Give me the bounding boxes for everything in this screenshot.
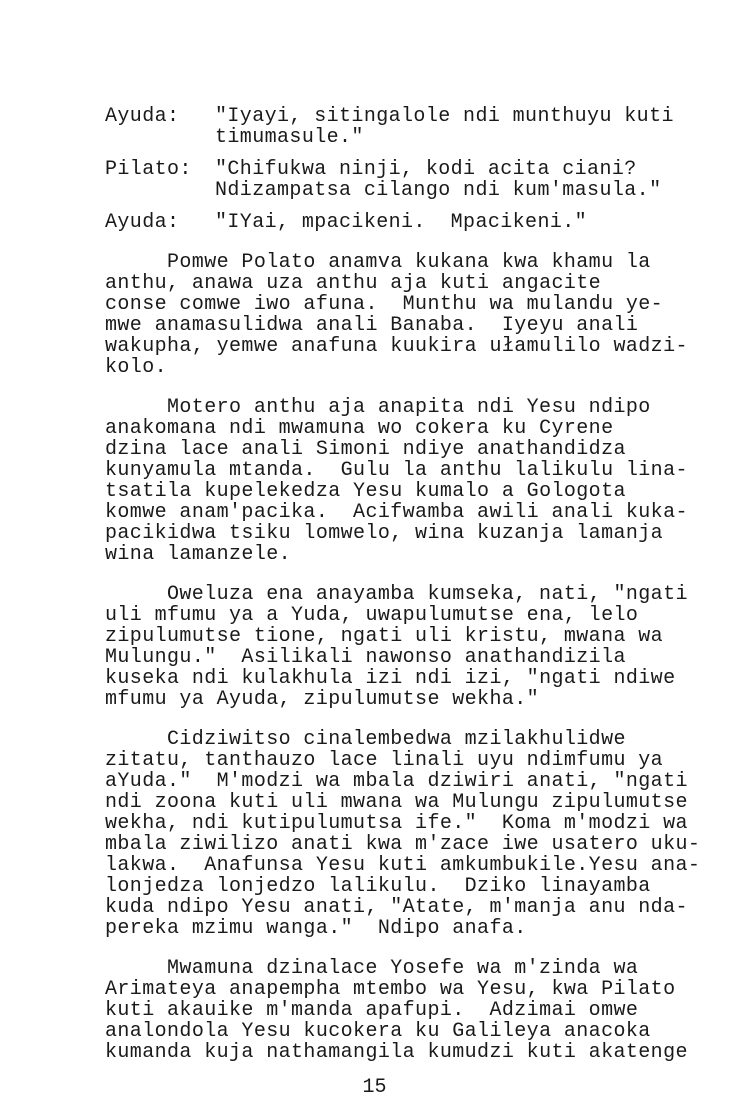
text-line: kuti akauike m'manda apafupi. Adzimai omwe [105, 999, 639, 1022]
paragraph [105, 584, 725, 710]
page-number: 15 [362, 1076, 387, 1099]
text-line: "Chifukwa ninji, kodi acita ciani? [215, 158, 637, 181]
dialogue-line [105, 106, 725, 148]
text-line: wakupha, yemwe anafuna kuukira ułamulilo wadzi- [105, 335, 688, 358]
speaker-label: Ayuda: [105, 211, 180, 234]
text-line: anthu, anawa uza anthu aja kuti angacite [105, 272, 602, 295]
text-line: pacikidwa tsiku lomwelo, wina kuzanja lamanja [105, 522, 664, 545]
text-line: lakwa. Anafunsa Yesu kuti amkumbukile.Yesu ana- [105, 854, 701, 877]
text-line: tsatila kupelekedza Yesu kumalo a Gologota [105, 480, 626, 503]
text-line: Motero anthu aja anapita ndi Yesu ndipo [167, 396, 651, 419]
text-line: Ndizampatsa cilango ndi kum'masula." [215, 179, 662, 202]
document-page [105, 106, 725, 1082]
speech-text [215, 159, 725, 201]
paragraph [105, 958, 725, 1063]
text-line: "IYai, mpacikeni. Mpacikeni." [215, 211, 588, 234]
text-line: timumasule." [215, 126, 364, 149]
text-line: analondola Yesu kucokera ku Galileya anacoka [105, 1020, 651, 1043]
text-line: kumanda kuja nathamangila kumudzi kuti akatenge [105, 1041, 688, 1064]
text-line: conse comwe iwo afuna. Munthu wa mulandu ye- [105, 293, 664, 316]
text-line: Arimateya anapempha mtembo wa Yesu, kwa Pilato [105, 978, 676, 1001]
text-line: Mulungu." Asilikali nawonso anathandizila [105, 646, 626, 669]
text-line: Oweluza ena anayamba kumseka, nati, "ngati [167, 583, 688, 606]
paragraph [105, 397, 725, 565]
text-line: Pomwe Polato anamva kukana kwa khamu la [167, 251, 651, 274]
text-line: "Iyayi, sitingalole ndi munthuyu kuti [215, 105, 674, 128]
text-line: kuda ndipo Yesu anati, "Atate, m'manja anu nda- [105, 896, 688, 919]
text-line: dzina lace anali Simoni ndiye anathandidza [105, 438, 626, 461]
text-line: Cidziwitso cinalembedwa mzilakhulidwe [167, 728, 626, 751]
dialogue-line [105, 159, 725, 201]
text-line: mfumu ya Ayuda, zipulumutse wekha." [105, 688, 540, 711]
speech-text [215, 106, 725, 148]
speaker-label: Ayuda: [105, 105, 180, 128]
text-line: kolo. [105, 356, 168, 379]
dialogue-line [105, 212, 725, 233]
text-line: zipulumutse tione, ngati uli kristu, mwana wa [105, 625, 664, 648]
text-line: wina lamanzele. [105, 543, 292, 566]
text-line: komwe anam'pacika. Acifwamba awili anali kuka- [105, 501, 688, 524]
text-line: mbala ziwilizo anati kwa m'zace iwe usatero uku- [105, 833, 701, 856]
text-line: uli mfumu ya a Yuda, uwapulumutse ena, lelo [105, 604, 639, 627]
text-line: aYuda." M'modzi wa mbala dziwiri anati, "ngati [105, 770, 688, 793]
paragraph [105, 252, 725, 378]
paragraph [105, 729, 725, 939]
speaker-label: Pilato: [105, 158, 192, 181]
text-line: Mwamuna dzinalace Yosefe wa m'zinda wa [167, 957, 639, 980]
text-line: pereka mzimu wanga." Ndipo anafa. [105, 917, 527, 940]
text-line: kuseka ndi kulakhula izi ndi izi, "ngati ndiwe [105, 667, 676, 690]
text-line: wekha, ndi kutipulumutsa ife." Koma m'modzi wa [105, 812, 688, 835]
text-line: kunyamula mtanda. Gulu la anthu lalikulu lina- [105, 459, 688, 482]
text-line: zitatu, tanthauzo lace linali uyu ndimfumu ya [105, 749, 664, 772]
speech-text [215, 212, 725, 233]
text-line: mwe anamasulidwa anali Banaba. Iyeyu anali [105, 314, 639, 337]
text-line: ndi zoona kuti uli mwana wa Mulungu zipulumutse [105, 791, 688, 814]
text-line: anakomana ndi mwamuna wo cokera ku Cyrene [105, 417, 614, 440]
text-line: lonjedza lonjedzo lalikulu. Dziko linayamba [105, 875, 651, 898]
